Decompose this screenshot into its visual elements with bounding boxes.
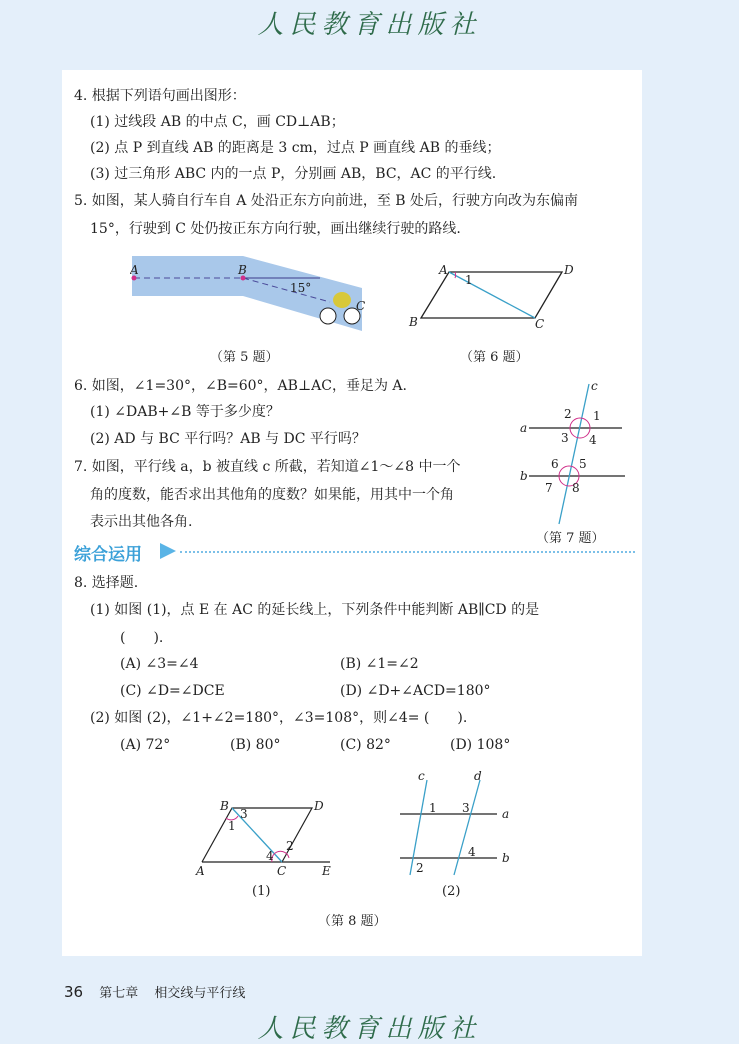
q8-title: 8. 选择题. (74, 575, 139, 591)
svg-text:6: 6 (551, 457, 559, 471)
publisher-logo-bottom: 人民教育出版社 (257, 1014, 482, 1044)
svg-text:1: 1 (228, 819, 236, 833)
svg-text:2: 2 (564, 407, 572, 421)
svg-text:3: 3 (561, 431, 569, 445)
svg-text:3: 3 (240, 807, 248, 821)
q4-title: 4. 根据下列语句画出图形： (74, 88, 246, 104)
q8-sub-caption-1: (1) (252, 884, 271, 899)
svg-text:D: D (564, 263, 574, 277)
chapter-title: 相交线与平行线 (154, 986, 246, 1001)
q5-figure (130, 254, 370, 336)
svg-text:4: 4 (468, 845, 476, 859)
svg-text:8: 8 (572, 481, 580, 495)
svg-text:B: B (238, 263, 247, 277)
q7-line-1: 7. 如图，平行线 a，b 被直线 c 所截，若知道∠1～∠8 中一个 (74, 459, 461, 475)
svg-text:C: C (277, 864, 287, 878)
q7-line-3: 表示出其他各角. (90, 514, 193, 530)
svg-text:C: C (356, 299, 366, 313)
q8-p1-option-a: (A) ∠3=∠4 (120, 656, 199, 672)
q5-line-2: 15°，行驶到 C 处仍按正东方向行驶，画出继续行驶的路线. (90, 221, 461, 237)
svg-text:7: 7 (545, 481, 553, 495)
svg-text:4: 4 (266, 849, 274, 863)
section-divider (180, 551, 635, 553)
content-panel (62, 70, 642, 956)
svg-text:4: 4 (589, 433, 597, 447)
svg-text:1: 1 (429, 801, 437, 815)
svg-text:d: d (474, 770, 482, 783)
svg-text:b: b (502, 851, 510, 865)
q7-line-2: 角的度数，能否求出其他角的度数？如果能，用其中一个角 (90, 487, 454, 503)
svg-text:A: A (439, 263, 448, 277)
svg-text:2: 2 (286, 839, 294, 853)
q8-figure-2 (392, 770, 522, 880)
q8-p1-option-c: (C) ∠D=∠DCE (120, 683, 225, 699)
svg-text:3: 3 (462, 801, 470, 815)
svg-text:D: D (314, 800, 324, 813)
chapter-number: 第七章 (99, 986, 139, 1001)
q8-p2-option-c: (C) 82° (340, 737, 391, 753)
q6-item-1: (1) ∠DAB+∠B 等于多少度？ (90, 404, 280, 420)
svg-text:c: c (418, 770, 425, 783)
svg-text:A: A (196, 864, 205, 878)
svg-text:E: E (322, 864, 331, 878)
svg-text:a: a (502, 807, 510, 821)
svg-text:15°: 15° (290, 281, 312, 295)
q5-caption: （第 5 题） (210, 350, 279, 365)
section-arrow-icon (160, 543, 176, 559)
q6-figure (407, 260, 577, 335)
svg-text:C: C (535, 317, 545, 331)
svg-text:A: A (130, 263, 139, 277)
q6-caption: （第 6 题） (460, 350, 529, 365)
q6-item-2: (2) AD 与 BC 平行吗？AB 与 DC 平行吗？ (90, 431, 366, 447)
q6-title: 6. 如图，∠1=30°，∠B=60°，AB⊥AC，垂足为 A. (74, 378, 407, 394)
q7-figure (517, 380, 637, 530)
q8-caption: （第 8 题） (318, 914, 387, 929)
svg-text:5: 5 (579, 457, 587, 471)
section-title: 综合运用 (74, 545, 142, 565)
q4-item-3: (3) 过三角形 ABC 内的一点 P，分别画 AB，BC，AC 的平行线. (90, 166, 497, 182)
q4-item-2: (2) 点 P 到直线 AB 的距离是 3 cm，过点 P 画直线 AB 的垂线； (90, 140, 501, 156)
cyclist-icon (333, 292, 351, 308)
q8-p1-option-d: (D) ∠D+∠ACD=180° (340, 683, 491, 699)
svg-text:1: 1 (465, 273, 473, 287)
svg-text:a: a (520, 421, 528, 435)
page-number: 36 (64, 983, 84, 1001)
q8-figure-1 (192, 800, 342, 880)
q4-item-1: (1) 过线段 AB 的中点 C，画 CD⊥AB； (90, 114, 345, 130)
svg-text:B: B (220, 800, 229, 813)
svg-text:B: B (409, 315, 418, 329)
q8-p2-option-b: (B) 80° (230, 737, 281, 753)
q8-p2-option-a: (A) 72° (120, 737, 171, 753)
svg-text:2: 2 (416, 861, 424, 875)
publisher-logo-top: 人民教育出版社 (257, 10, 482, 40)
page-footer (64, 982, 257, 1001)
q8-p1-option-b: (B) ∠1=∠2 (340, 656, 419, 672)
q8-p1-line-2: ( ). (120, 630, 164, 646)
q8-p2-option-d: (D) 108° (450, 737, 511, 753)
q5-line-1: 5. 如图，某人骑自行车自 A 处沿正东方向前进，至 B 处后，行驶方向改为东偏南 (74, 193, 579, 209)
q8-sub-caption-2: (2) (442, 884, 461, 899)
svg-text:b: b (520, 469, 528, 483)
q8-p2-line-1: (2) 如图 (2)，∠1+∠2=180°，∠3=108°，则∠4= ( ). (90, 710, 468, 726)
svg-text:c: c (591, 380, 598, 393)
svg-text:1: 1 (593, 409, 601, 423)
q7-caption: （第 7 题） (536, 531, 605, 546)
q8-p1-line-1: (1) 如图 (1)，点 E 在 AC 的延长线上，下列条件中能判断 AB∥CD 的是 (90, 602, 540, 618)
